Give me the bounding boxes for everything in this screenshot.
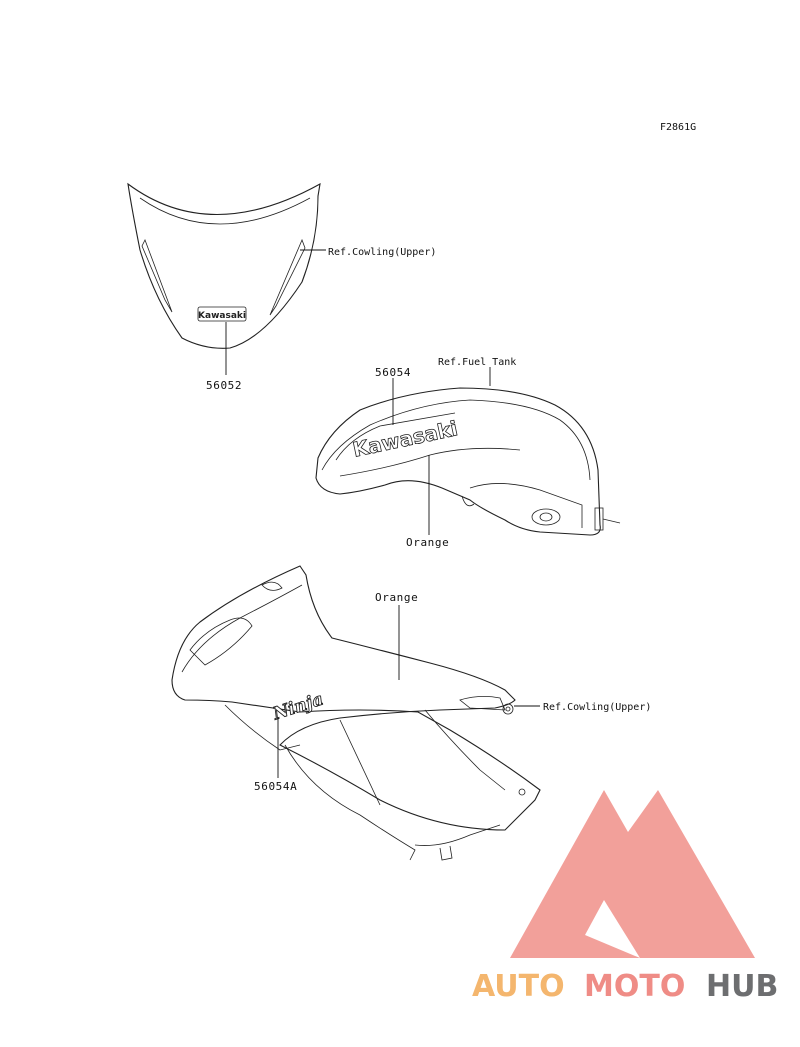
windshield-decal-logo: Kawasaki xyxy=(198,311,246,321)
tank-color-label: Orange xyxy=(406,536,450,549)
cowling-drawing xyxy=(172,566,540,860)
cowling-ref-label: Ref.Cowling(Upper) xyxy=(543,702,652,713)
cowling-part-number: 56054A xyxy=(254,780,298,793)
windshield-ref-label: Ref.Cowling(Upper) xyxy=(328,247,437,258)
cowling-color-label: Orange xyxy=(375,591,419,604)
tank-decal-logo: Kawasaki xyxy=(350,416,460,462)
cowling-decal-logo: Ninja xyxy=(270,689,326,725)
watermark-triangle-mark xyxy=(510,790,755,958)
tank-ref-label: Ref.Fuel Tank xyxy=(438,357,517,368)
windshield-drawing xyxy=(128,184,320,348)
fuel-tank-drawing xyxy=(316,388,620,535)
watermark-word-auto: AUTO xyxy=(472,969,565,1004)
watermark-word-moto: MOTO xyxy=(584,969,686,1004)
watermark-word-hub: HUB xyxy=(706,969,779,1004)
windshield-part-number: 56052 xyxy=(206,379,243,392)
tank-part-number: 56054 xyxy=(375,366,412,379)
watermark-logo xyxy=(510,790,755,958)
figure-code: F2861G xyxy=(660,122,697,133)
